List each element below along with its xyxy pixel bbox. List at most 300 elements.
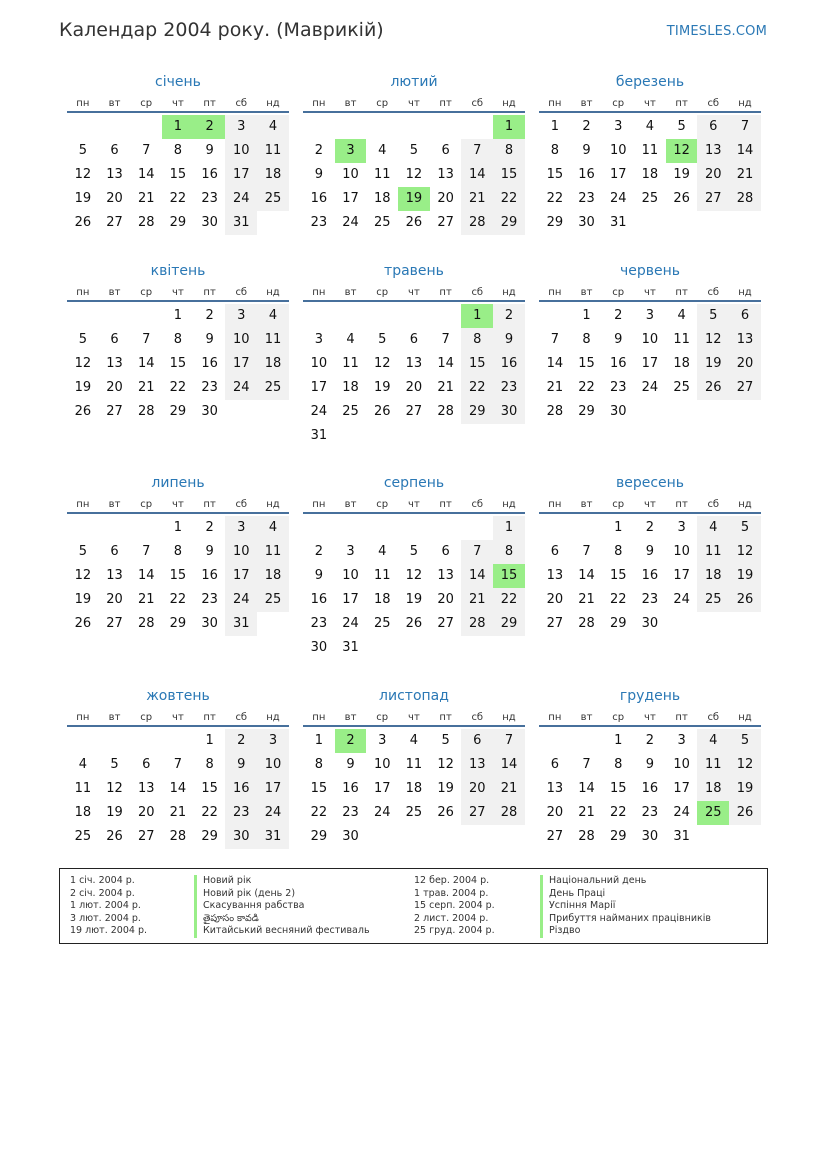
month-name: вересень <box>615 475 685 491</box>
day-cell: 22 <box>461 376 493 400</box>
day-cell: 28 <box>461 211 493 235</box>
day-cell: 4 <box>257 115 289 139</box>
weekday-header <box>303 283 525 302</box>
month-calendar <box>303 684 525 849</box>
day-cell: 29 <box>493 211 525 235</box>
holiday-day-cell: 2 <box>335 729 367 753</box>
day-cell: 28 <box>137 215 155 230</box>
day-cell: 7 <box>173 757 183 772</box>
day-cell: 21 <box>493 777 525 801</box>
day-cell: 31 <box>257 825 289 849</box>
weekday-label: ср <box>376 287 389 298</box>
weekday-label: чт <box>172 712 184 723</box>
day-cell: 31 <box>310 428 328 443</box>
empty-cell <box>335 516 367 540</box>
day-cell: 14 <box>546 356 564 371</box>
day-cell: 17 <box>673 568 690 583</box>
weekday-label: ср <box>140 287 153 298</box>
day-cell: 10 <box>373 757 391 772</box>
day-cell: 2 <box>645 733 655 748</box>
weekday-label: ср <box>140 98 153 109</box>
day-cell: 2 <box>205 520 214 535</box>
empty-cell <box>335 304 367 328</box>
day-cell: 27 <box>437 215 454 230</box>
day-cell: 30 <box>578 215 595 230</box>
day-cell: 12 <box>74 568 92 583</box>
day-cell: 6 <box>697 115 729 139</box>
weekday-label: пн <box>76 98 90 109</box>
day-cell: 10 <box>673 544 690 559</box>
day-cell: 25 <box>697 588 729 612</box>
empty-cell <box>461 516 493 540</box>
day-cell: 25 <box>74 829 92 844</box>
day-cell: 24 <box>257 801 289 825</box>
weekday-label: ср <box>612 499 625 510</box>
empty-cell <box>303 516 335 540</box>
day-cell: 10 <box>225 139 257 163</box>
weekday-label: сб <box>707 499 720 510</box>
day-cell: 13 <box>106 356 123 371</box>
day-cell: 23 <box>201 380 218 395</box>
weekday-label: вт <box>344 712 357 723</box>
weekday-label: чт <box>644 287 656 298</box>
day-cell: 23 <box>641 805 659 820</box>
day-cell: 19 <box>437 781 454 796</box>
day-cell: 22 <box>169 592 187 607</box>
empty-cell <box>130 304 162 328</box>
day-cell: 6 <box>550 757 559 772</box>
empty-cell <box>430 115 462 139</box>
month-name: серпень <box>383 475 445 491</box>
day-cell: 11 <box>257 139 289 163</box>
day-cell: 2 <box>614 308 623 323</box>
day-cell: 2 <box>493 304 525 328</box>
weekday-label: пт <box>439 98 452 109</box>
weekday-label: чт <box>172 499 184 510</box>
month-name: січень <box>155 74 201 90</box>
empty-cell <box>303 115 335 139</box>
weekday-label: пт <box>203 499 216 510</box>
empty-cell <box>430 516 462 540</box>
day-cell: 1 <box>550 119 559 134</box>
day-cell: 10 <box>342 167 359 182</box>
weekday-label: сб <box>235 712 248 723</box>
day-cell: 7 <box>142 143 151 158</box>
day-cell: 9 <box>225 753 257 777</box>
weekday-label: пн <box>548 499 562 510</box>
month-name: липень <box>151 475 205 491</box>
day-cell: 22 <box>201 805 218 820</box>
weekday-label: сб <box>471 499 484 510</box>
day-cell: 2 <box>582 119 591 134</box>
legend-holiday-name: తైపూసం కావడి <box>194 913 370 926</box>
legend-date: 1 трав. 2004 р. <box>414 887 489 899</box>
empty-cell <box>461 115 493 139</box>
day-cell: 9 <box>645 544 655 559</box>
day-cell: 8 <box>173 544 183 559</box>
day-cell: 29 <box>201 829 218 844</box>
day-cell: 28 <box>437 404 454 419</box>
weekday-label: пт <box>439 287 452 298</box>
day-cell: 17 <box>225 352 257 376</box>
day-cell: 17 <box>342 592 359 607</box>
legend-left-dates <box>70 875 147 938</box>
empty-cell <box>99 304 131 328</box>
day-cell: 23 <box>310 215 328 230</box>
day-cell: 7 <box>441 332 450 347</box>
day-cell: 12 <box>729 753 761 777</box>
day-cell: 25 <box>641 191 659 206</box>
day-cell: 9 <box>205 143 214 158</box>
day-cell: 20 <box>729 352 761 376</box>
day-cell: 25 <box>257 187 289 211</box>
day-cell: 23 <box>225 801 257 825</box>
holiday-day-cell: 12 <box>666 139 698 163</box>
day-cell: 13 <box>405 356 423 371</box>
day-cell: 11 <box>342 356 359 371</box>
day-cell: 7 <box>493 729 525 753</box>
day-cell: 29 <box>169 215 187 230</box>
day-cell: 15 <box>493 163 525 187</box>
day-cell: 1 <box>582 308 591 323</box>
weekday-label: нд <box>502 98 516 109</box>
day-cell: 28 <box>493 801 525 825</box>
weekday-label: ср <box>140 499 153 510</box>
day-cell: 3 <box>314 332 323 347</box>
day-cell: 6 <box>409 332 419 347</box>
day-cell: 26 <box>405 616 423 631</box>
day-cell: 18 <box>373 191 391 206</box>
day-cell: 24 <box>673 592 690 607</box>
day-cell: 26 <box>697 376 729 400</box>
day-cell: 9 <box>645 757 655 772</box>
legend-holiday-name: Скасування рабства <box>194 900 370 913</box>
month-calendar <box>303 471 525 660</box>
day-cell: 21 <box>437 380 454 395</box>
day-cell: 29 <box>310 829 328 844</box>
day-cell: 16 <box>641 568 659 583</box>
day-cell: 26 <box>729 801 761 825</box>
day-cell: 17 <box>310 380 328 395</box>
weekday-label: сб <box>235 499 248 510</box>
day-cell: 16 <box>342 781 359 796</box>
day-cell: 22 <box>609 805 627 820</box>
day-cell: 22 <box>493 187 525 211</box>
empty-cell <box>130 729 162 753</box>
day-cell: 31 <box>225 612 257 636</box>
day-cell: 5 <box>378 332 387 347</box>
empty-cell <box>366 516 398 540</box>
month-calendar <box>539 259 761 424</box>
day-cell: 7 <box>142 332 151 347</box>
holiday-legend <box>59 868 768 944</box>
day-cell: 19 <box>729 777 761 801</box>
day-cell: 3 <box>225 115 257 139</box>
day-cell: 4 <box>697 729 729 753</box>
day-cell: 12 <box>729 540 761 564</box>
day-cell: 26 <box>437 805 454 820</box>
day-cell: 28 <box>137 404 155 419</box>
day-cell: 27 <box>546 829 564 844</box>
day-cell: 5 <box>441 733 450 748</box>
day-cell: 11 <box>697 540 729 564</box>
day-cell: 29 <box>609 829 627 844</box>
day-cell: 19 <box>373 380 391 395</box>
day-cell: 31 <box>342 640 359 655</box>
day-cell: 22 <box>546 191 564 206</box>
day-cell: 13 <box>106 167 123 182</box>
weekday-label: вт <box>344 499 357 510</box>
day-cell: 1 <box>614 733 623 748</box>
weekday-label: чт <box>172 287 184 298</box>
day-cell: 7 <box>550 332 559 347</box>
day-cell: 8 <box>173 332 183 347</box>
day-cell: 28 <box>169 829 187 844</box>
day-cell: 14 <box>578 568 595 583</box>
day-cell: 4 <box>677 308 686 323</box>
day-cell: 8 <box>173 143 183 158</box>
day-cell: 5 <box>409 143 419 158</box>
day-cell: 4 <box>257 304 289 328</box>
month-calendar <box>539 70 761 235</box>
day-cell: 10 <box>225 328 257 352</box>
day-cell: 2 <box>205 308 214 323</box>
day-cell: 30 <box>310 640 328 655</box>
legend-date: 15 серп. 2004 р. <box>414 900 495 911</box>
day-cell: 3 <box>677 520 686 535</box>
day-cell: 24 <box>673 805 690 820</box>
day-cell: 22 <box>169 191 187 206</box>
weekday-header <box>539 708 761 727</box>
empty-cell <box>67 304 99 328</box>
day-cell: 14 <box>169 781 187 796</box>
day-cell: 15 <box>461 352 493 376</box>
weekday-label: сб <box>707 98 720 109</box>
weekday-label: сб <box>235 98 248 109</box>
weekday-label: вт <box>580 287 593 298</box>
month-name: лютий <box>390 74 438 90</box>
day-cell: 21 <box>729 163 761 187</box>
day-cell: 6 <box>142 757 151 772</box>
empty-cell <box>67 516 99 540</box>
day-cell: 3 <box>614 119 623 134</box>
weekday-label: нд <box>738 712 752 723</box>
day-cell: 16 <box>225 777 257 801</box>
day-cell: 24 <box>225 187 257 211</box>
weekday-label: нд <box>502 499 516 510</box>
day-cell: 26 <box>729 588 761 612</box>
day-cell: 10 <box>257 753 289 777</box>
weekday-label: нд <box>266 98 280 109</box>
day-cell: 8 <box>550 143 559 158</box>
day-cell: 5 <box>110 757 119 772</box>
weekday-label: нд <box>266 499 280 510</box>
day-cell: 24 <box>225 376 257 400</box>
day-cell: 24 <box>342 215 359 230</box>
day-cell: 14 <box>461 564 493 588</box>
day-cell: 20 <box>137 805 155 820</box>
day-cell: 23 <box>493 376 525 400</box>
weekday-header <box>539 495 761 514</box>
day-cell: 18 <box>373 592 391 607</box>
day-cell: 18 <box>257 564 289 588</box>
legend-holiday-name: Успіння Марії <box>540 900 711 913</box>
weekday-label: пн <box>548 712 562 723</box>
day-cell: 9 <box>614 332 623 347</box>
empty-cell <box>539 729 571 753</box>
weekday-header <box>303 495 525 514</box>
weekday-label: ср <box>612 287 625 298</box>
legend-date: 12 бер. 2004 р. <box>414 875 490 886</box>
day-grid <box>539 304 761 424</box>
month-name: червень <box>619 263 681 279</box>
day-cell: 5 <box>729 516 761 540</box>
legend-holiday-name: Різдво <box>540 925 711 938</box>
day-cell: 27 <box>546 616 564 631</box>
day-cell: 12 <box>405 167 423 182</box>
day-cell: 19 <box>74 191 92 206</box>
day-cell: 11 <box>697 753 729 777</box>
day-cell: 19 <box>74 592 92 607</box>
weekday-label: вт <box>108 287 121 298</box>
day-cell: 19 <box>74 380 92 395</box>
day-cell: 11 <box>673 332 690 347</box>
empty-cell <box>571 729 603 753</box>
empty-cell <box>99 729 131 753</box>
day-cell: 3 <box>378 733 387 748</box>
weekday-label: нд <box>266 712 280 723</box>
legend-date: 2 січ. 2004 р. <box>70 887 135 899</box>
day-cell: 7 <box>582 544 591 559</box>
day-cell: 21 <box>169 805 187 820</box>
empty-cell <box>162 729 194 753</box>
day-cell: 31 <box>225 211 257 235</box>
day-cell: 18 <box>257 352 289 376</box>
weekday-label: пн <box>548 287 562 298</box>
day-cell: 23 <box>641 592 659 607</box>
day-cell: 24 <box>310 404 328 419</box>
day-cell: 31 <box>673 829 690 844</box>
weekday-label: чт <box>408 98 420 109</box>
day-cell: 28 <box>578 616 595 631</box>
day-cell: 17 <box>641 356 659 371</box>
day-cell: 2 <box>645 520 655 535</box>
day-cell: 25 <box>257 376 289 400</box>
day-cell: 23 <box>609 380 627 395</box>
day-cell: 15 <box>169 167 187 182</box>
day-cell: 21 <box>578 592 595 607</box>
day-cell: 5 <box>78 332 87 347</box>
day-cell: 12 <box>74 356 92 371</box>
legend-holiday-name: Національний день <box>540 875 711 888</box>
day-cell: 3 <box>225 516 257 540</box>
weekday-label: вт <box>580 499 593 510</box>
day-cell: 11 <box>257 328 289 352</box>
weekday-label: сб <box>471 98 484 109</box>
weekday-label: чт <box>408 287 420 298</box>
legend-holiday-name: День Праці <box>540 888 711 901</box>
weekday-label: пт <box>675 98 688 109</box>
day-cell: 29 <box>546 215 564 230</box>
empty-cell <box>539 516 571 540</box>
site-link[interactable]: TIMESLES.COM <box>666 24 767 39</box>
day-cell: 10 <box>310 356 328 371</box>
empty-cell <box>99 516 131 540</box>
day-cell: 5 <box>729 729 761 753</box>
day-cell: 18 <box>342 380 359 395</box>
day-cell: 19 <box>673 167 690 182</box>
day-cell: 18 <box>673 356 690 371</box>
day-cell: 20 <box>437 592 454 607</box>
day-cell: 25 <box>373 215 391 230</box>
day-cell: 19 <box>697 352 729 376</box>
holiday-day-cell: 19 <box>398 187 430 211</box>
weekday-label: ср <box>612 712 625 723</box>
day-cell: 4 <box>697 516 729 540</box>
day-cell: 27 <box>405 404 423 419</box>
holiday-day-cell: 3 <box>335 139 367 163</box>
day-cell: 18 <box>257 163 289 187</box>
weekday-label: сб <box>471 287 484 298</box>
day-cell: 17 <box>225 564 257 588</box>
day-cell: 26 <box>405 215 423 230</box>
day-cell: 3 <box>225 304 257 328</box>
weekday-label: пт <box>203 712 216 723</box>
day-cell: 10 <box>673 757 690 772</box>
day-cell: 2 <box>314 143 323 158</box>
day-cell: 10 <box>641 332 659 347</box>
day-cell: 26 <box>74 404 92 419</box>
day-cell: 13 <box>437 167 454 182</box>
day-cell: 7 <box>142 544 151 559</box>
day-cell: 4 <box>257 516 289 540</box>
day-cell: 28 <box>546 404 564 419</box>
day-cell: 27 <box>697 187 729 211</box>
day-cell: 24 <box>609 191 627 206</box>
day-cell: 8 <box>493 139 525 163</box>
weekday-label: сб <box>707 287 720 298</box>
day-cell: 10 <box>609 143 627 158</box>
day-cell: 16 <box>201 356 218 371</box>
day-cell: 4 <box>378 143 387 158</box>
day-grid <box>539 729 761 849</box>
empty-cell <box>67 729 99 753</box>
day-cell: 21 <box>137 191 155 206</box>
day-cell: 9 <box>314 167 323 182</box>
day-cell: 8 <box>582 332 591 347</box>
day-cell: 29 <box>169 616 187 631</box>
month-calendar <box>539 471 761 636</box>
day-cell: 8 <box>493 540 525 564</box>
legend-date: 19 лют. 2004 р. <box>70 925 147 936</box>
weekday-label: ср <box>376 98 389 109</box>
weekday-label: чт <box>644 712 656 723</box>
empty-cell <box>539 304 571 328</box>
month-calendar <box>67 70 289 235</box>
day-cell: 13 <box>697 139 729 163</box>
day-cell: 14 <box>493 753 525 777</box>
day-cell: 7 <box>729 115 761 139</box>
day-cell: 13 <box>729 328 761 352</box>
day-cell: 6 <box>110 332 119 347</box>
weekday-header <box>67 495 289 514</box>
month-calendar <box>67 684 289 849</box>
day-cell: 27 <box>106 215 123 230</box>
day-cell: 30 <box>493 400 525 424</box>
day-cell: 11 <box>257 540 289 564</box>
weekday-label: нд <box>738 98 752 109</box>
day-cell: 1 <box>173 308 183 323</box>
